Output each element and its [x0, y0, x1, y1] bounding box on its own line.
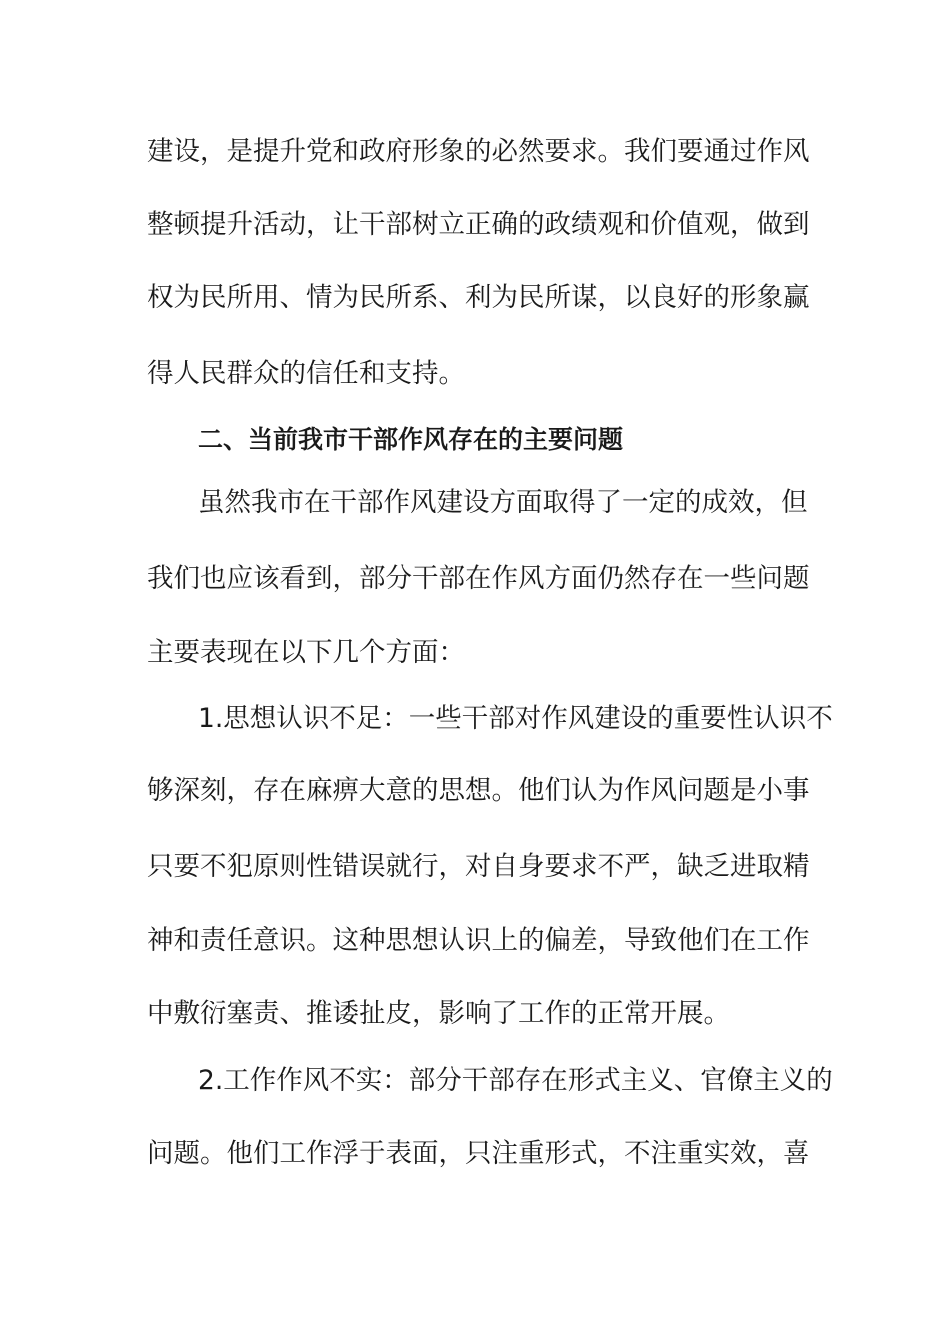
text-line: 够深刻，存在麻痹大意的思想。他们认为作风问题是小事: [147, 775, 810, 806]
text-line: 2.工作作风不实：部分干部存在形式主义、官僚主义的: [198, 1065, 833, 1096]
text-line: 权为民所用、情为民所系、利为民所谋，以良好的形象赢: [147, 282, 810, 313]
text-line: 问题。他们工作浮于表面，只注重形式，不注重实效，喜: [147, 1138, 810, 1169]
text-line: 主要表现在以下几个方面：: [147, 637, 465, 668]
text-line: 神和责任意识。这种思想认识上的偏差，导致他们在工作: [147, 925, 810, 956]
text-line: 建设，是提升党和政府形象的必然要求。我们要通过作风: [147, 136, 810, 167]
text-line: 我们也应该看到，部分干部在作风方面仍然存在一些问题: [147, 563, 810, 594]
text-line: 整顿提升活动，让干部树立正确的政绩观和价值观，做到: [147, 209, 810, 240]
text-line: 得人民群众的信任和支持。: [147, 358, 465, 389]
section-heading: 二、当前我市干部作风存在的主要问题: [198, 425, 624, 454]
text-line: 只要不犯原则性错误就行，对自身要求不严，缺乏进取精: [147, 851, 810, 882]
text-line: 虽然我市在干部作风建设方面取得了一定的成效，但: [198, 487, 808, 518]
text-line: 中敷衍塞责、推诿扯皮，影响了工作的正常开展。: [147, 998, 730, 1029]
text-line: 1.思想认识不足：一些干部对作风建设的重要性认识不: [198, 703, 833, 734]
